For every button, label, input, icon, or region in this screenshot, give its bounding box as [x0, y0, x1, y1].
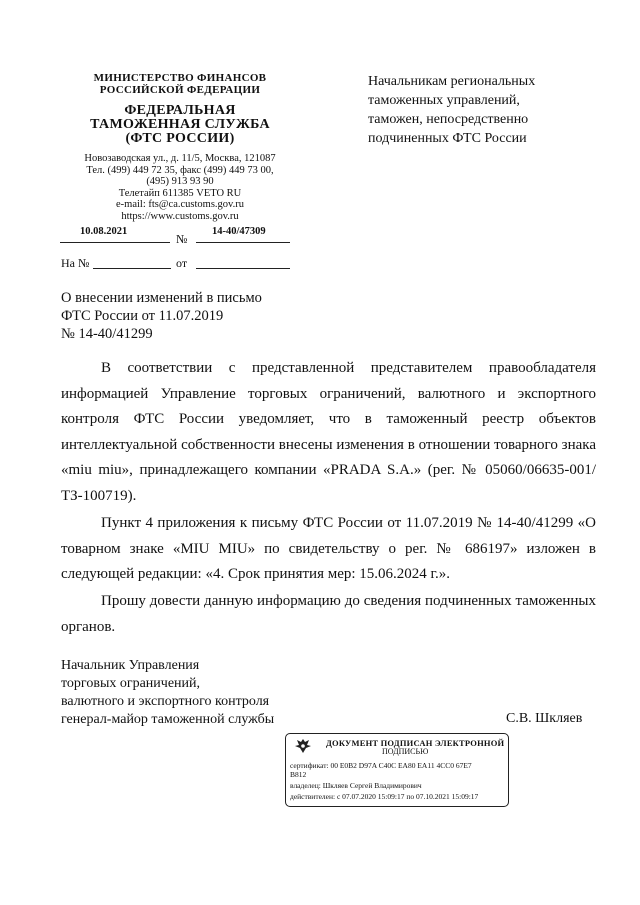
- signer-line-2: торговых ограничений,: [61, 676, 201, 691]
- date-underline: [60, 242, 170, 243]
- service-line-3: (ФТС РОССИИ): [125, 131, 235, 146]
- stamp-owner: владелец: Шкляев Сергей Владимирович: [290, 781, 422, 790]
- addressee-line-3: таможен, непосредственно: [368, 112, 529, 127]
- stamp-validity: действителен: с 07.07.2020 15:09:17 по 07.10.2021 15:09:17: [290, 792, 479, 801]
- in-reply-label: На №: [61, 256, 90, 270]
- stamp-title-line-2: ПОДПИСЬЮ: [382, 747, 429, 756]
- stamp-certificate-line-2: B812: [290, 770, 307, 779]
- from-underline: [196, 268, 290, 269]
- ministry-line-1: МИНИСТЕРСТВО ФИНАНСОВ: [93, 72, 267, 84]
- stamp-title-line-1: ДОКУМЕНТ ПОДПИСАН ЭЛЕКТРОННОЙ: [326, 738, 505, 748]
- service-line-2: ТАМОЖЕННАЯ СЛУЖБА: [90, 117, 270, 132]
- body-paragraph-3: Прошу довести данную информацию до сведения подчиненных таможенных органов.: [61, 593, 596, 635]
- signer-name: С.В. Шкляев: [506, 711, 583, 726]
- addressee-line-4: подчиненных ФТС России: [368, 131, 527, 146]
- body-paragraph-2: Пункт 4 приложения к письму ФТС России от 11.07.2019 № 14-40/41299 «О товарном знаке «MIU MIU» по свидетельству о рег. № 686197» изложен в следующей редакции: «4. Срок принятия мер: 15.06.2024 г.».: [61, 515, 596, 582]
- number-label: №: [176, 232, 188, 246]
- e-signature-stamp: [285, 733, 509, 807]
- outgoing-number: 14-40/47309: [212, 226, 266, 237]
- email-line: e-mail: fts@ca.customs.gov.ru: [116, 199, 244, 210]
- from-label: от: [176, 256, 188, 270]
- signer-line-1: Начальник Управления: [61, 658, 200, 673]
- number-underline: [196, 242, 290, 243]
- address-line-3: (495) 913 93 90: [146, 176, 214, 187]
- addressee-line-2: таможенных управлений,: [368, 93, 520, 108]
- signer-line-4: генерал-майор таможенной службы: [61, 712, 275, 727]
- eagle-emblem-icon: [292, 737, 314, 755]
- subject-line-1: О внесении изменений в письмо: [61, 290, 262, 306]
- letterhead: [55, 72, 305, 222]
- address-line-1: Новозаводская ул., д. 11/5, Москва, 121087: [84, 153, 276, 164]
- stamp-certificate-line-1: сертификат: 00 E0B2 D97A C40C EA80 EA11 4CC0 67E7: [290, 761, 472, 770]
- address-line-2: Тел. (499) 449 72 35, факс (499) 449 73 00,: [86, 164, 274, 176]
- subject-block: [61, 289, 262, 343]
- service-line-1: ФЕДЕРАЛЬНАЯ: [124, 103, 236, 118]
- website-line: https://www.customs.gov.ru: [121, 210, 239, 222]
- address-line-4: Телетайп 611385 VETO RU: [118, 187, 242, 199]
- ministry-line-2: РОССИЙСКОЙ ФЕДЕРАЦИИ: [99, 84, 261, 96]
- subject-line-2: ФТС России от 11.07.2019: [61, 308, 224, 324]
- in-reply-underline: [93, 268, 171, 269]
- addressee-block: [368, 72, 535, 148]
- body-paragraph-1: В соответствии с представленной представителем правообладателя информацией Управление торговых ограничений, валютного и экспортного контроля ФТС России уведомляет, что в таможенный реестр объектов интеллектуальной собственности внесены изменения в отношении товарного знака «miu miu», принадлежащего компании «PRADA S.A.» (рег. № 05060/06635-001/ТЗ-100719).: [61, 360, 596, 504]
- addressee-line-1: Начальникам региональных: [368, 74, 536, 89]
- signer-line-3: валютного и экспортного контроля: [61, 694, 270, 709]
- outgoing-date: 10.08.2021: [80, 226, 128, 237]
- signer-position: [61, 657, 274, 729]
- subject-line-3: № 14-40/41299: [61, 326, 153, 342]
